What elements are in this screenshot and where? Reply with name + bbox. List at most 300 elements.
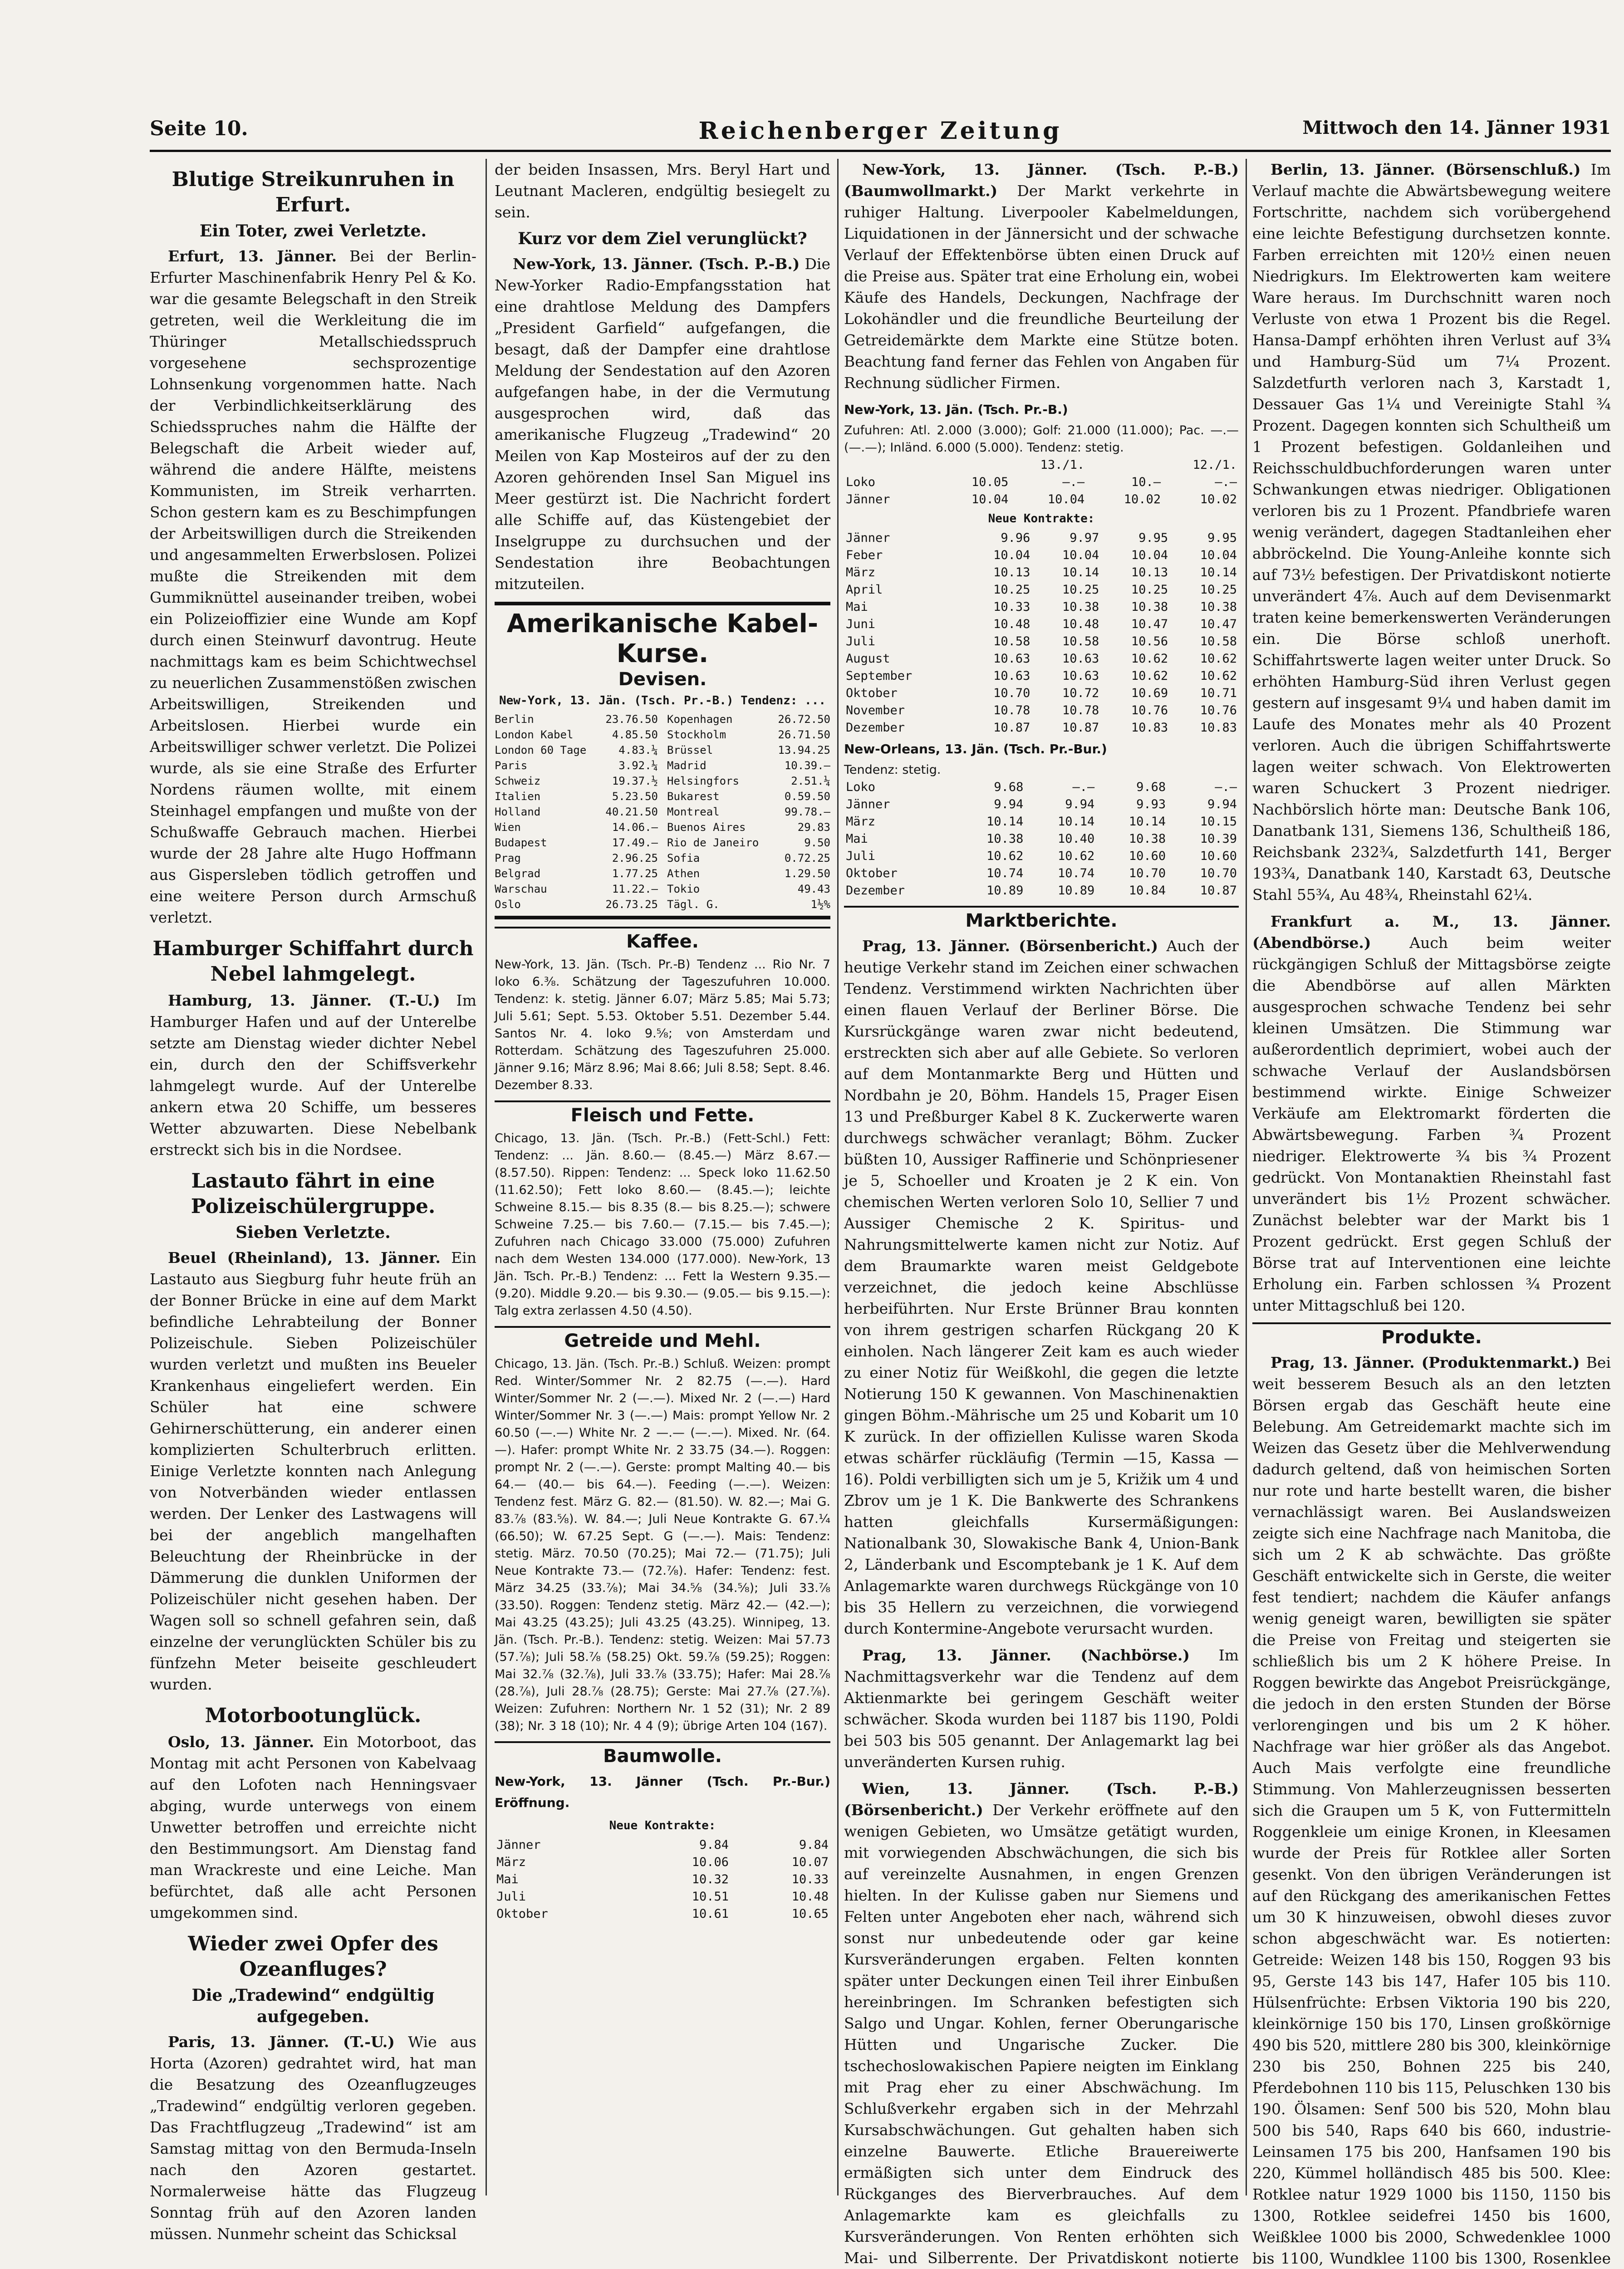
rate-value: 5.23.50 — [612, 790, 658, 803]
rate-entry — [495, 758, 658, 773]
no-cotton-header: New-Orleans, 13. Jän. (Tsch. Pr.-Bur.) — [844, 742, 1107, 756]
article-body — [150, 1731, 476, 1923]
table-cell: 9.96 — [1001, 531, 1030, 545]
rate-label: Tägl. G. — [667, 898, 720, 911]
row-label: Oktober — [496, 1907, 548, 1921]
table-cell: 10.62 — [1200, 669, 1237, 683]
rate-entry — [667, 881, 830, 897]
table-row — [844, 474, 1239, 491]
table-cell: 10.04 — [971, 492, 1009, 506]
rate-value: 26.72.50 — [778, 713, 830, 726]
rate-value: 40.21.50 — [605, 805, 658, 818]
article-text: Der Verkehr eröffnete auf den wenigen Gebieten, wo Umsätze getätigt wurden, mit vorwiegenden Abschwächungen, die sich bis auf vereinzelte Ausnahmen, in engen Grenzen hielten. In der Kulisse gaben nur Siemens und Felten unter Angeboten eher nach, während sich sonst nur unbedeutende oder gar keine Kursveränderungen ergaben. Felten konnten später unter Deckungen einen Teil ihrer Einbußen hereinbringen. Im Schranken befestigten sich Salgo und Ungar. Kohlen, ferner Oberungarische Hütten und Ungarische Zucker. Die tschechoslowakischen Papiere neigten im Einklang mit Prag eher zu einer Abschwächung. Im Schlußverkehr ergaben sich in der Mehrzahl Kursabschwächungen. Gut gehalten haben sich einzelne Bauwerte. Etliche Brauereiwerte ermäßigten sich unter dem Eindruck des Rückganges des Bierverbrauches. Auf dem Anlagemarkte kam es gleichfalls zu Kursveränderungen. Von Renten erhöhten sich Mai- und Silberrente. Der Privatdiskont notierte — [844, 1801, 1239, 2267]
coffee-report: New-York, 13. Jän. (Tsch. Pr.-B) Tendenz ... Rio Nr. 7 loko 6.⅜. Schätzung der Tageszufuhren 10.000. Tendenz: k. stetig. Jänner 6.07; März 5.85; Mai 5.73; Juli 5.61; Sept. 5.53. Oktober 5.51. Dezember 5.44. Santos Nr. 4. loko 9.⅝; von Amsterdam und Rotterdam. Schätzung des Tageszufuhren 25.000. Jänner 9.16; März 8.96; Mai 8.66; Juli 8.58; Sept. 8.46. Dezember 8.33. — [495, 958, 830, 1092]
dateline: Prag, 13. Jänner. (Produktenmarkt.) — [1271, 1354, 1580, 1371]
table-cell: 10.14 — [1062, 565, 1099, 580]
article-body — [844, 935, 1239, 1639]
table-row — [495, 1837, 830, 1854]
table-cell: 10.39 — [1200, 832, 1237, 846]
table-cell: 10.40 — [1057, 832, 1095, 846]
table-row — [495, 1888, 830, 1906]
rate-label: Tokio — [667, 883, 700, 895]
rate-value: 4.85.50 — [612, 728, 658, 741]
table-cell: 9.95 — [1138, 531, 1168, 545]
rate-value: 49.43 — [797, 883, 830, 895]
table-cell: 10.25 — [1131, 583, 1168, 597]
table-cell: 9.97 — [1070, 531, 1099, 545]
table-cell: 10.78 — [993, 703, 1030, 717]
table-cell: 10.06 — [692, 1855, 729, 1869]
table-cell: 10.25 — [1200, 583, 1237, 597]
rate-value: 3.92.¼ — [618, 759, 658, 772]
article-body — [150, 246, 476, 928]
rate-value: 0.59.50 — [784, 790, 830, 803]
rate-label: Warschau — [495, 883, 547, 895]
table-cell: —.— — [1072, 780, 1095, 794]
table-cell: 10.63 — [993, 669, 1030, 683]
column-rule — [1246, 159, 1247, 2195]
table-cell: 10.62 — [1131, 652, 1168, 666]
table-row — [844, 599, 1239, 616]
article-text: Ein Lastauto aus Siegburg fuhr heute früh an der Bonner Brücke in eine auf dem Markt befindliche Lehrabteilung der Bonner Polizeischule. Sieben Polizeischüler wurden verletzt und mußten ins Beueler Krankenhaus eingeliefert werden. Ein Schüler hat eine schwere Gehirnerschütterung, ein anderer einen komplizierten Schulterbruch erlitten. Einige Verletzte konnten nach Anlegung von Notverbänden wieder entlassen werden. Der Lenker des Lastwagens will bei der angeblich mangelhaften Beleuchtung der Rheinbrücke in der Dämmerung die dunklen Uniformen der Polizeischüler nicht gesehen haben. Der Wagen soll so schnell gefahren sein, daß einzelne der verunglückten Schüler bis zu fünfzehn Meter beiseite geschleudert wurden. — [150, 1249, 476, 1693]
section-title: Fleisch und Fette. — [495, 1100, 830, 1126]
table-cell: 10.— — [1131, 475, 1161, 489]
rate-value: 17.49.— — [612, 836, 658, 849]
rate-label: Belgrad — [495, 867, 541, 880]
table-cell: 10.38 — [1131, 600, 1168, 614]
table-cell: 10.76 — [1200, 703, 1237, 717]
rate-entry — [667, 820, 830, 835]
table-cell: 10.14 — [1128, 815, 1166, 829]
rate-entry — [495, 866, 658, 881]
rate-value: 26.73.25 — [605, 898, 658, 911]
table-cell: 10.60 — [1200, 849, 1237, 863]
table-cell: 10.02 — [1200, 492, 1237, 506]
row-label: Juli — [496, 1890, 526, 1904]
article-headline: Lastauto fährt in eine Polizeischülergruppe. — [191, 1169, 436, 1218]
ny-subheader: Neue Kontrakte: — [988, 512, 1095, 526]
rate-label: Sofia — [667, 852, 700, 864]
row-label: Loko — [846, 475, 876, 489]
article-text: Auch der heutige Verkehr stand im Zeichen einer schwachen Tendenz. Verstimmend wirkten Nachrichten über einen flauen Verlauf der Berliner Börse. Die Kursrückgänge waren zwar nicht bedeutend, erstreckten sich aber auf alle Gebiete. So verloren auf dem Montanmarkte Berg und Hütten und Nordbahn je 20, Böhm. Handels 15, Prager Eisen 13 und Preßburger Kabel 8 K. Zuckerwerte waren durchwegs schwächer veranlagt; Böhm. Zucker büßten 10, Aussiger Raffinerie und Schönpriesener je 5, Schoeller und Kroaten je 2 K ein. Von chemischen Werten verloren Solo 10, Sellier 7 und Aussiger Chemische 2 K. Spiritus- und Nahrungsmittelwerte kamen nicht zur Notiz. Auf dem Braumarkte waren meist Geldgebote verzeichnet, die jedoch keine Abschlüsse herbeiführten. Nur Erste Brünner Brau konnten von ihrem gestrigen scharfen Rückgang 20 K einholen. Nach längerer Zeit kam es auch wieder zu einer Notiz für Weißkohl, die gegen die letzte Notierung 150 K gewannen. Von Maschinenaktien gingen Böhm.-Mährische um 25 und Kobarit um 10 K zurück. In der offiziellen Kulisse waren Skoda etwas schärfer rückläufig (Termin —15, Kassa —16). Poldi verbilligten sich um je 5, Križik um 4 und Zbrov um je 1 K. Die Bankwerte des Schrankens hatten gleichfalls Kursermäßigungen: Nationalbank 30, Slowakische Bank 4, Union-Bank 2, Länderbank und Escomptebank je 1 K. Auf dem Anlagemarkte waren durchwegs Rückgänge von 10 bis 35 Hellern zu verzeichnen, die vorwiegend durch Kontermine-Angebote verursacht wurden. — [844, 937, 1239, 1637]
cable-rates-box — [495, 602, 830, 919]
table-cell: 10.14 — [1200, 565, 1237, 580]
rate-entry — [667, 727, 830, 742]
rate-entry — [495, 897, 658, 912]
article-text: Ein Motorboot, das Montag mit acht Personen von Kabelvaag auf den Lofoten nach Henningsvaer abging, wurde unterwegs von einem Unwetter betroffen und erreichte nicht den Bestimmungsort. Am Dienstag fand man Wrackreste und eine Leiche. Man befürchtet, daß alle acht Personen umgekommen sind. — [150, 1733, 476, 1921]
row-label: Feber — [846, 548, 883, 562]
table-row — [495, 1871, 830, 1888]
rate-label: Budapest — [495, 836, 547, 849]
rate-entry — [667, 804, 830, 820]
rate-label: Berlin — [495, 713, 534, 726]
rate-label: London Kabel — [495, 728, 574, 741]
table-cell: 10.69 — [1131, 686, 1168, 700]
table-cell: 10.84 — [1128, 884, 1166, 898]
table-cell: 10.38 — [1200, 600, 1237, 614]
rate-label: Buenos Aires — [667, 821, 746, 834]
table-cell: —.— — [1062, 475, 1085, 489]
table-cell: 10.63 — [1062, 669, 1099, 683]
cotton-header: New-York, 13. Jänner (Tsch. Pr.-Bur.) Eröffnung. — [495, 1774, 830, 1810]
table-cell: 10.47 — [1200, 617, 1237, 631]
table-cell: 10.33 — [791, 1872, 829, 1886]
table-cell: 10.04 — [1062, 548, 1099, 562]
article-body — [150, 2031, 476, 2244]
dateline: Berlin, 13. Jänner. (Börsenschluß.) — [1271, 161, 1581, 178]
table-cell: 10.25 — [1062, 583, 1099, 597]
table-row — [844, 564, 1239, 581]
dateline: Wien, 13. Jänner. (Tsch. P.-B.) (Börsenbericht.) — [844, 1780, 1239, 1819]
rate-value: 2.51.¼ — [791, 775, 830, 787]
rate-value: 99.78.— — [784, 805, 830, 818]
table-row — [844, 685, 1239, 702]
table-cell: 10.47 — [1131, 617, 1168, 631]
table-cell: 10.74 — [986, 866, 1024, 880]
article-body — [844, 1645, 1239, 1773]
table-cell: 10.83 — [1131, 721, 1168, 735]
table-cell: 9.94 — [1065, 797, 1095, 811]
row-label: März — [846, 815, 876, 829]
row-label: April — [846, 583, 883, 597]
table-row — [844, 848, 1239, 865]
rate-value: 11.22.— — [612, 883, 658, 895]
table-cell: 10.62 — [986, 849, 1024, 863]
rate-label: Rio de Janeiro — [667, 836, 759, 849]
table-cell: 10.14 — [1057, 815, 1095, 829]
table-cell: 10.13 — [1131, 565, 1168, 580]
table-cell: 10.76 — [1131, 703, 1168, 717]
article-text: Auch beim weiter rückgängigen Schluß der Mittagsbörse zeigte die Abendbörse auf allen Märkten ausgesprochen schwache Tendenz bei sehr kleinen Umsätzen. Die Stimmung war außerordentlich deprimiert, wobei auch der schwache Verlauf der Auslandsbörsen bestimmend wirkte. Einige Schweizer Verkäufe am Elektromarkt förderten die Abwärtsbewegung. Farben ¾ Prozent niedriger. Elektrowerte ¾ bis ¾ Prozent gedrückt. Von Montanaktien Rheinstahl fast unverändert bis 1½ Prozent schwächer. Zunächst belebter war der Markt bis 1 Prozent gedrückt. Erst gegen Schluß der Börse trat auf Interventionen eine leichte Erholung ein. Farben schlossen ¾ Prozent unter Mittagschluß bei 120. — [1252, 934, 1611, 1314]
rate-label: Madrid — [667, 759, 707, 772]
table-cell: 10.70 — [1128, 866, 1166, 880]
page-number: Seite 10. — [150, 117, 248, 140]
rate-entry — [495, 820, 658, 835]
rate-label: Holland — [495, 805, 541, 818]
article-body — [1252, 911, 1611, 1316]
table-cell: 10.04 — [1131, 548, 1168, 562]
ny-contracts-table — [844, 530, 1239, 737]
rate-value: 29.83 — [797, 821, 830, 834]
article-headline: Wieder zwei Opfer des Ozeanfluges? — [188, 1932, 438, 1981]
rate-entry — [495, 727, 658, 742]
rate-value: 14.06.— — [612, 821, 658, 834]
rate-label: Montreal — [667, 805, 720, 818]
row-label: Jänner — [496, 1838, 541, 1852]
table-cell: 10.60 — [1128, 849, 1166, 863]
issue-date: Mittwoch den 14. Jänner 1931 — [1302, 117, 1611, 138]
rate-entry — [667, 835, 830, 850]
table-row — [844, 813, 1239, 830]
table-cell: 10.07 — [791, 1855, 829, 1869]
table-cell: 9.93 — [1136, 797, 1166, 811]
table-cell: 10.05 — [971, 475, 1009, 489]
no-cotton-table — [844, 779, 1239, 899]
row-label: Dezember — [846, 884, 905, 898]
table-cell: 10.87 — [1062, 721, 1099, 735]
section-title: Kaffee. — [495, 927, 830, 953]
table-row — [844, 491, 1239, 508]
rate-value: 19.37.½ — [612, 775, 658, 787]
table-cell: 10.58 — [1062, 634, 1099, 648]
row-label: März — [496, 1855, 526, 1869]
section-title: Getreide und Mehl. — [495, 1326, 830, 1352]
column-3 — [844, 159, 1239, 2267]
table-row — [844, 830, 1239, 848]
rate-entry — [667, 866, 830, 881]
dateline: New-York, 13. Jänner. (Tsch. P.-B.) (Baumwollmarkt.) — [844, 161, 1239, 200]
article-body — [150, 990, 476, 1160]
table-cell: 9.68 — [1136, 780, 1166, 794]
row-label: Juli — [846, 849, 876, 863]
table-cell: 10.48 — [791, 1890, 829, 1904]
table-cell: 10.78 — [1062, 703, 1099, 717]
table-row — [844, 547, 1239, 564]
article-headline: Hamburger Schiffahrt durch Nebel lahmgelegt. — [152, 937, 474, 986]
table-cell: 10.14 — [986, 815, 1024, 829]
rate-value: 4.83.¼ — [618, 744, 658, 756]
table-cell: 10.04 — [993, 548, 1030, 562]
table-cell: 10.38 — [1062, 600, 1099, 614]
rate-label: Athen — [667, 867, 700, 880]
dateline: Oslo, 13. Jänner. — [168, 1733, 314, 1751]
table-row — [495, 1854, 830, 1871]
table-row — [844, 668, 1239, 685]
row-label: Oktober — [846, 866, 898, 880]
dateline: Erfurt, 13. Jänner. — [168, 247, 337, 265]
table-cell: —.— — [1215, 780, 1237, 794]
article-text: Im Nachmittagsverkehr war die Tendenz auf dem Aktienmarkte bei geringem Geschäft weiter schwächer. Skoda wurden bei 1187 bis 1190, Poldi bei 503 bis 505 genannt. Der Anlagemarkt lag bei unveränderten Kursen ruhig. — [844, 1646, 1239, 1771]
table-cell: 9.84 — [799, 1838, 829, 1852]
table-cell: 10.71 — [1200, 686, 1237, 700]
rate-entry — [667, 773, 830, 789]
rate-label: London 60 Tage — [495, 744, 587, 756]
rate-value: 23.76.50 — [605, 713, 658, 726]
rate-entry — [495, 789, 658, 804]
table-cell: 10.58 — [993, 634, 1030, 648]
dateline: Hamburg, 13. Jänner. (T.-U.) — [168, 992, 440, 1009]
article-body — [844, 1778, 1239, 2269]
rate-entry — [495, 742, 658, 758]
rate-label: Bukarest — [667, 790, 720, 803]
row-label: Jänner — [846, 492, 890, 506]
table-cell: 10.62 — [1131, 669, 1168, 683]
row-label: Jänner — [846, 797, 890, 811]
currency-rates — [495, 712, 830, 912]
table-cell: 10.02 — [1124, 492, 1161, 506]
column-1 — [150, 159, 476, 2243]
table-cell: 10.04 — [1047, 492, 1085, 506]
table-cell: 10.70 — [1200, 866, 1237, 880]
cotton-subheader: Neue Kontrakte: — [609, 1819, 716, 1832]
article-body — [844, 159, 1239, 393]
ny-cotton-table — [844, 457, 1239, 508]
row-label: Loko — [846, 780, 876, 794]
dateline: Frankfurt a. M., 13. Jänner. (Abendbörse.) — [1252, 913, 1611, 952]
rate-entry — [667, 712, 830, 727]
article-body — [1252, 159, 1611, 905]
table-row — [844, 796, 1239, 813]
rate-entry — [495, 850, 658, 866]
rate-entry — [667, 789, 830, 804]
article-body — [495, 253, 830, 594]
table-row — [844, 581, 1239, 599]
dateline: Prag, 13. Jänner. (Börsenbericht.) — [862, 937, 1158, 955]
article-body — [150, 1247, 476, 1695]
article-text: Die New-Yorker Radio-Empfangsstation hat eine drahtlose Meldung des Dampfers „President Garfield“ aufgefangen, die besagt, daß der Dampfer eine drahtlose Meldung der Sendestation auf den Azoren aufgefangen habe, in der die Vermutung ausgesprochen wird, daß das amerikanische Flugzeug „Tradewind“ 20 Meilen von Kap Mosteiros auf der zu den Azoren gehörenden Insel San Miguel ins Meer gestürzt ist. Die Nachricht fordert alle Schiffe auf, das Küstengebiet der Inselgruppe zu durchsuchen und der Sendestation ihre Beobachtungen mitzuteilen. — [495, 255, 830, 593]
masthead — [150, 113, 1611, 152]
row-label: Mai — [846, 832, 868, 846]
rate-entry — [495, 712, 658, 727]
rate-entry — [495, 773, 658, 789]
table-cell: 10.72 — [1062, 686, 1099, 700]
table-cell: 10.48 — [1062, 617, 1099, 631]
section-title: Produkte. — [1252, 1322, 1611, 1348]
grain-report: Chicago, 13. Jän. (Tsch. Pr.-B.) Schluß. Weizen: prompt Red. Winter/Sommer Nr. 2 82.75 (—.—). Hard Winter/Sommer Nr. 2 (—.—). Mixed Nr. 2 (—.—) Hard Winter/Sommer Nr. 3 (—.—) Mais: prompt Yellow Nr. 2 60.50 (—.—) White Nr. 2 —.— (—.—). Mixed. Nr. (64.—). Hafer: prompt White Nr. 2 33.75 (34.—). Roggen: prompt Nr. 2 (—.—). Gerste: prompt Malting 40.— bis 64.— (40.— bis 64.—). Feeding (—.—). Weizen: Tendenz fest. März G. 82.— (81.50). W. 82.—; Mai G. 83.⅞ (83.⅝). W. 84.—; Juli Neue Kontrakte G. 67.¼ (66.50); W. 67.25 Sept. G (—.—). Mais: Tendenz: stetig. März. 70.50 (70.25); Mai 72.— (71.75); Juli Neue Kontrakte 73.— (72.⅞). Hafer: Tendenz: fest. März 34.25 (33.⅞); Mai 34.⅝ (34.⅝); Juli 33.⅞ (33.50). Roggen: Tendenz stetig. März 42.— (42.—); Mai 43.25 (43.25); Juli 43.25 (43.25). Winnipeg, 13. Jän. (Tsch. Pr.-B.). Tendenz: stetig. Weizen: Mai 57.73 (57.⅞); Juli 58.⅞ (58.25) Okt. 59.⅞ (59.25); Roggen: Mai 32.⅞ (32.⅞), Juli 33.⅞ (33.75); Hafer: Mai 28.⅞ (28.⅞), Juli 28.⅞ (28.75); Gerste: Mai 27.⅞ (27.⅞). Weizen: Zufuhren: Northern Nr. 1 52 (31); Nr. 2 89 (38); Nr. 3 18 (10); Nr. 4 4 (9); übrige Arten 104 (167). — [495, 1357, 830, 1733]
article-text: Wie aus Horta (Azoren) gedrahtet wird, hat man die Besatzung des Ozeanflugzeuges „Tradewind“ endgültig verloren gegeben. Das Frachtflugzeug „Tradewind“ ist am Samstag mittag von den Bermuda-Inseln nach den Azoren gestartet. Normalerweise hätte das Flugzeug Sonntag früh auf den Azoren landen müssen. Nunmehr scheint das Schicksal — [150, 2033, 476, 2243]
column-rule — [486, 159, 487, 2195]
table-cell: 10.15 — [1200, 815, 1237, 829]
dateline: Beuel (Rheinland), 13. Jänner. — [168, 1249, 441, 1267]
rate-label: Italien — [495, 790, 541, 803]
rate-label: Kopenhagen — [667, 713, 733, 726]
dateline: Paris, 13. Jänner. (T.-U.) — [168, 2033, 395, 2051]
table-cell: 10.58 — [1200, 634, 1237, 648]
rate-value: 10.39.— — [784, 759, 830, 772]
row-label: Juni — [846, 617, 876, 631]
rate-entry — [667, 897, 830, 912]
table-row — [844, 779, 1239, 796]
table-cell: 10.89 — [1057, 884, 1095, 898]
article-headline: Blutige Streikunruhen in Erfurt. — [172, 168, 455, 216]
rate-value: 13.94.25 — [778, 744, 830, 756]
section-title: Baumwolle. — [495, 1741, 830, 1767]
rate-label: Oslo — [495, 898, 521, 911]
ny-cotton-header: New-York, 13. Jän. (Tsch. Pr.-B.) — [844, 402, 1068, 417]
rates-header: New-York, 13. Jän. (Tsch. Pr.-B.) Tendenz: ... — [499, 694, 826, 707]
table-cell: 10.38 — [1128, 832, 1166, 846]
newspaper-title: Reichenberger Zeitung — [698, 117, 1062, 145]
no-tendenz: Tendenz: stetig. — [844, 763, 941, 777]
table-cell: 9.94 — [1207, 797, 1237, 811]
table-cell: 10.13 — [993, 565, 1030, 580]
rate-label: Paris — [495, 759, 528, 772]
rate-value: 1.77.25 — [612, 867, 658, 880]
rate-label: Helsingfors — [667, 775, 739, 787]
table-cell: 10.62 — [1200, 652, 1237, 666]
table-row — [844, 530, 1239, 547]
row-label: Dezember — [846, 721, 905, 735]
table-row — [844, 719, 1239, 737]
rate-entry — [667, 758, 830, 773]
column-4 — [1252, 159, 1611, 2267]
table-cell: 9.84 — [699, 1838, 729, 1852]
row-label: August — [846, 652, 890, 666]
meat-fats-report: Chicago, 13. Jän. (Tsch. Pr.-B.) (Fett-Schl.) Fett: Tendenz: ... Jän. 8.60.— (8.45.—) März 8.67.— (8.57.50). Rippen: Tendenz: ... Speck loko 11.62.50 (11.62.50); Fett loko 8.60.— (8.45.—); leichte Schweine 8.15.— bis 8.35 (8.— bis 8.25.—); schwere Schweine 7.25.— bis 7.60.— (7.15.— bis 7.45.—); Zufuhren nach Chicago 33.000 (75.000) Zufuhren nach dem Westen 134.000 (177.000). New-York, 13 Jän. Tsch. Pr.-B.) Tendenz: ... Fett la Western 9.35.— (9.20). Middle 9.20.— bis 9.30.— (9.05.— bis 9.15.—): Talg extra zerlassen 4.50 (4.50). — [495, 1131, 830, 1318]
table-cell: —.— — [1215, 475, 1237, 489]
rate-entry — [495, 881, 658, 897]
rate-label: Wien — [495, 821, 521, 834]
table-cell: 10.65 — [791, 1907, 829, 1921]
rate-value: 26.71.50 — [778, 728, 830, 741]
article-body — [1252, 1352, 1611, 2269]
row-label: Mai — [846, 600, 868, 614]
table-cell: 10.87 — [1200, 884, 1237, 898]
row-label: Jänner — [846, 531, 890, 545]
rate-value: 1.29.50 — [784, 867, 830, 880]
table-cell: 10.32 — [692, 1872, 729, 1886]
table-cell: 10.87 — [993, 721, 1030, 735]
rate-entry — [667, 742, 830, 758]
rate-label: Schweiz — [495, 775, 541, 787]
article-subheadline: Sieben Verletzte. — [236, 1223, 391, 1242]
article-headline: Kurz vor dem Ziel verunglückt? — [518, 229, 807, 248]
rate-entry — [495, 804, 658, 820]
article-text: Bei weit besserem Besuch als an den letzten Börsen ergab das Geschäft heute eine Belebung. Am Getreidemarkt machte sich im Weizen das Gesetz über die Mehlverwendung dadurch geltend, daß von heimischen Sorten nur rote und harte bestellt waren, die bisher vernachlässigt waren. Bei Auslandsweizen zeigte sich eine Nachfrage nach Manitoba, die sich um 2 K ab schwächte. Das größte Geschäft entwickelte sich in Gerste, die weiter fest tendiert; nachdem die Käufer anfangs wenig geneigt waren, bewilligten sie später die Preise von Freitag und steigerten sie schließlich bis um 2 K höhere Preise. In Roggen bewirkte das Angebot Preisrückgänge, die jedoch in den ersten Stunden der Börse verlorengingen und bis um 2 K höher. Nachfrage war hier größer als das Angebot. Auch Mais verfolgte eine freundliche Stimmung. Von Mahlerzeugnissen besserten sich die Graupen um 5 K, von Futtermitteln Roggenkleie um einige Kronen, in Kleesamen wurde der Preis für Rotklee aller Sorten gesenkt. Von den übrigen Veränderungen ist auf den Rückgang des amerikanischen Fettes um 30 K hinzuweisen, obwohl dieses zuvor schon abgeschwächt war. Es notierten: Getreide: Weizen 148 bis 150, Roggen 93 bis 95, Gerste 143 bis 147, Hafer 105 bis 110. Hülsenfrüchte: Erbsen Viktoria 190 bis 220, kleinkörnige 150 bis 170, Linsen großkörnige 490 bis 520, mittlere 280 bis 300, kleinkörnige 230 bis 250, Bohnen 225 bis 240, Pferdebohnen 110 bis 115, Peluschken 130 bis 190. Ölsamen: Senf 500 bis 520, Mohn blau 500 bis 540, Raps 640 bis 660, industrie-Leinsamen 175 bis 200, Hanfsamen 190 bis 220, Kümmel holländisch 485 bis 500. Klee: Rotklee natur 1929 1000 bis 1150, 1150 bis 1300, Rotklee seidefrei 1450 bis 1600, Weißklee 1000 bis 2000, Schwedenklee 1000 bis 1100, Wundklee 1100 bis 1300, Rosenklee — [1252, 1354, 1611, 2267]
row-label: Oktober — [846, 686, 898, 700]
table-cell: 9.95 — [1207, 531, 1237, 545]
section-title: Amerikanische Kabel-Kurse. — [506, 609, 819, 668]
table-cell: 10.70 — [993, 686, 1030, 700]
article-text: Im Verlauf machte die Abwärtsbewegung weitere Fortschritte, nachdem sich vorübergehend eine leichte Befestigung durchsetzen konnte. Farben erreichten mit 120½ einen neuen Niedrigkurs. Im Elektrowerten kam weitere Ware heraus. Im Durchschnitt waren noch Verluste von etwa 1 Prozent bis die Regel. Hansa-Dampf erhöhten ihren Verlust auf 3¾ und Hamburg-Süd um 7¼ Prozent. Salzdetfurth verloren nach 3, Karstadt 1, Dessauer Gas 1¼ und Vereinigte Stahl ¾ Prozent. Dagegen konnten sich Schultheiß um 1 Prozent befestigen. Goldanleihen und Reichsschuldbuchforderungen waren unter Schwankungen etwas niedriger. Obligationen verloren bis zu 1 Prozent. Pfandbriefe waren wenig verändert, dagegen Stadtanleihen eher abbröckelnd. Die Young-Anleihe konnte sich auf 73½ befestigen. Der Privatdiskont notierte unverändert 4⅞. Auch auf dem Devisenmarkt traten keine bemerkenswerten Veränderungen ein. Die Börse schloß unerhoft. Schiffahrtswerte lagen weiter unter Druck. So erhöhten Hamburg-Süd ihren Verlust gegen gestern auf insgesamt 9¼ und haben damit im Laufe des Monates mehr als 40 Prozent verloren. Auch die übrigen Schiffahrtswerte lagen weiter schwach. Von Elektrowerten waren Schuckert 3 Prozent niedriger. Nachbörslich hörte man: Deutsche Bank 106, Danatbank 131, Siemens 136, Schultheiß 186, Reichsbank 232¾, Salzdetfurth 141, Berger 193¾, Danatbank 140, Karstadt 63, Deutsche Stahl 55¾, Au 48¾, Rheinstahl 62¼. — [1252, 161, 1611, 904]
column-header: 13./1. — [1040, 458, 1085, 472]
article-text: Bei der Berlin-Erfurter Maschinenfabrik Henry Pel & Ko. war die gesamte Belegschaft in den Streik getreten, weil die Werkleitung die im Thüringer Metallschiedsspruch vorgesehene sechsprozentige Lohnsenkung vorgenommen hatte. Nach der Verbindlichkeitserklärung des Schiedsspruches nahm die Hälfte der Belegschaft die Arbeit wieder auf, während die andere Hälfte, meistens Kommunisten, im Streik verharrten. Schon gestern kam es zu Beschimpfungen der Arbeitswilligen durch die Streikenden und angesammelten Erwerbslosen. Polizei mußte die Streikenden mit dem Gummiknüttel auseinander treiben, wobei ein Polizeioffizier eine Wunde am Kopf durch einen Steinwurf davontrug. Heute nachmittags kam es beim Schichtwechsel zu neuerlichen Zusammenstößen zwischen Arbeitswilligen, Streikenden und Arbeitslosen. Hierbei wurde ein Arbeitswilliger schwer verletzt. Die Polizei wurde, als sie eine Straße des Erfurter Nordens räumen wollte, mit einem Steinhagel empfangen und mußte von der Schußwaffe Gebrauch machen. Hierbei wurde der 28 Jahre alte Hugo Hoffmann aus Gispersleben tödlich getroffen und eine weitere Person durch Armschuß verletzt. — [150, 247, 476, 926]
table-cell: 9.68 — [994, 780, 1024, 794]
table-row — [844, 865, 1239, 882]
rate-value: 1½% — [810, 898, 830, 911]
row-label: Juli — [846, 634, 876, 648]
article-subheadline: Die „Tradewind“ endgültig aufgegeben. — [191, 1986, 435, 2026]
table-cell: 10.04 — [1200, 548, 1237, 562]
row-label: November — [846, 703, 905, 717]
rate-entry — [667, 850, 830, 866]
table-row — [844, 616, 1239, 633]
table-cell: 10.83 — [1200, 721, 1237, 735]
table-cell: 10.62 — [1057, 849, 1095, 863]
cotton-table — [495, 1837, 830, 1923]
rate-label: Stockholm — [667, 728, 726, 741]
rate-value: 9.50 — [804, 836, 830, 849]
table-cell: 10.63 — [993, 652, 1030, 666]
article-subheadline: Ein Toter, zwei Verletzte. — [199, 221, 427, 241]
section-title: Marktberichte. — [844, 906, 1239, 932]
article-headline: Motorbootunglück. — [205, 1704, 422, 1727]
row-label: September — [846, 669, 913, 683]
table-cell: 10.33 — [993, 600, 1030, 614]
rate-value: 0.72.25 — [784, 852, 830, 864]
table-cell: 10.48 — [993, 617, 1030, 631]
column-rule — [837, 159, 839, 2195]
column-header: 12./1. — [1192, 458, 1237, 472]
table-row — [844, 633, 1239, 650]
table-row — [844, 882, 1239, 899]
table-cell: 10.74 — [1057, 866, 1095, 880]
article-text: Im Hamburger Hafen und auf der Unterelbe setzte am Dienstag wieder dichter Nebel ein, durch den der Schiffsverkehr lahmgelegt wurde. Auf der Unterelbe ankern etwa 20 Schiffe, um besseres Wetter abzuwarten. Diese Nebelbank erstreckt sich bis in die Nordsee. — [150, 992, 476, 1159]
ny-cotton-zufuhren: Zufuhren: Atl. 2.000 (3.000); Golf: 21.000 (11.000); Pac. —.— (—.—); Inländ. 6.000 (5.000). Tendenz: stetig. — [844, 423, 1239, 455]
table-cell: 10.25 — [993, 583, 1030, 597]
table-cell: 10.63 — [1062, 652, 1099, 666]
table-cell: 10.51 — [692, 1890, 729, 1904]
column-2 — [495, 159, 830, 2195]
table-cell: 10.89 — [986, 884, 1024, 898]
table-row — [844, 650, 1239, 668]
rate-label: Prag — [495, 852, 521, 864]
table-cell: 10.61 — [692, 1907, 729, 1921]
table-cell: 10.38 — [986, 832, 1024, 846]
row-label: Mai — [496, 1872, 519, 1886]
rate-value: 2.96.25 — [612, 852, 658, 864]
table-row — [495, 1906, 830, 1923]
